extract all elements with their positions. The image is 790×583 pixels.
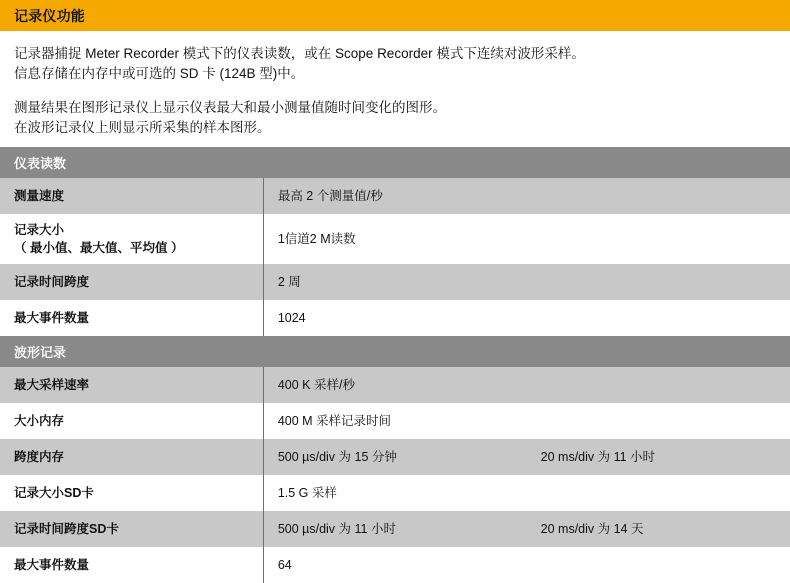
specifications-table (0, 147, 790, 583)
intro-paragraph-1 (14, 44, 776, 84)
table-row (0, 475, 790, 511)
row-value-1: 400 K 采样/秒 (263, 367, 526, 403)
intro-line-2: 信息存储在内存中或可选的 SD 卡 (124B 型)中。 (14, 66, 305, 81)
page-header (0, 0, 790, 31)
section-header-row (0, 336, 790, 367)
row-value-1: 2 周 (263, 264, 526, 300)
row-label: 记录时间跨度 (0, 264, 263, 300)
section-title: 仪表读数 (0, 147, 790, 178)
row-value-2 (527, 178, 790, 214)
table-row (0, 403, 790, 439)
section-title: 波形记录 (0, 336, 790, 367)
row-value-1: 1024 (263, 300, 526, 336)
table-row (0, 300, 790, 336)
row-label: 大小内存 (0, 403, 263, 439)
intro-section (0, 31, 790, 138)
row-value-2 (527, 264, 790, 300)
intro-line-4: 在波形记录仪上则显示所采集的样本图形。 (14, 120, 271, 135)
row-label: 最大采样速率 (0, 367, 263, 403)
row-value-1: 400 M 采样记录时间 (263, 403, 526, 439)
table-row (0, 264, 790, 300)
row-value-2: 20 ms/div 为 11 小时 (527, 439, 790, 475)
row-value-1: 64 (263, 547, 526, 583)
row-label: 记录时间跨度SD卡 (0, 511, 263, 547)
row-label: 跨度内存 (0, 439, 263, 475)
table-row (0, 439, 790, 475)
table-row (0, 367, 790, 403)
table-row (0, 511, 790, 547)
page-title: 记录仪功能 (14, 7, 85, 24)
row-value-2 (527, 300, 790, 336)
intro-paragraph-2 (14, 98, 776, 138)
table-row (0, 178, 790, 214)
row-value-1: 最高 2 个测量值/秒 (263, 178, 526, 214)
row-label: 测量速度 (0, 178, 263, 214)
row-value-2 (527, 403, 790, 439)
row-value-2 (527, 367, 790, 403)
row-label-line-2: （ 最小值、最大值、平均值 ） (14, 241, 184, 255)
row-value-2 (527, 547, 790, 583)
row-label: 最大事件数量 (0, 300, 263, 336)
row-label: 最大事件数量 (0, 547, 263, 583)
row-value-2 (527, 475, 790, 511)
intro-line-3: 测量结果在图形记录仪上显示仪表最大和最小测量值随时间变化的图形。 (14, 100, 446, 115)
row-label-line-1: 记录大小 (14, 223, 65, 237)
table-row (0, 214, 790, 264)
row-value-1: 1.5 G 采样 (263, 475, 526, 511)
row-value-2: 20 ms/div 为 14 天 (527, 511, 790, 547)
row-value-2 (527, 214, 790, 264)
row-value-1: 1信道2 M读数 (263, 214, 526, 264)
row-label (0, 214, 263, 264)
table-row (0, 547, 790, 583)
section-header-row (0, 147, 790, 178)
row-value-1: 500 µs/div 为 11 小时 (263, 511, 526, 547)
row-label: 记录大小SD卡 (0, 475, 263, 511)
intro-line-1: 记录器捕捉 Meter Recorder 模式下的仪表读数，或在 Scope Recorder 模式下连续对波形采样。 (14, 46, 585, 61)
row-value-1: 500 µs/div 为 15 分钟 (263, 439, 526, 475)
